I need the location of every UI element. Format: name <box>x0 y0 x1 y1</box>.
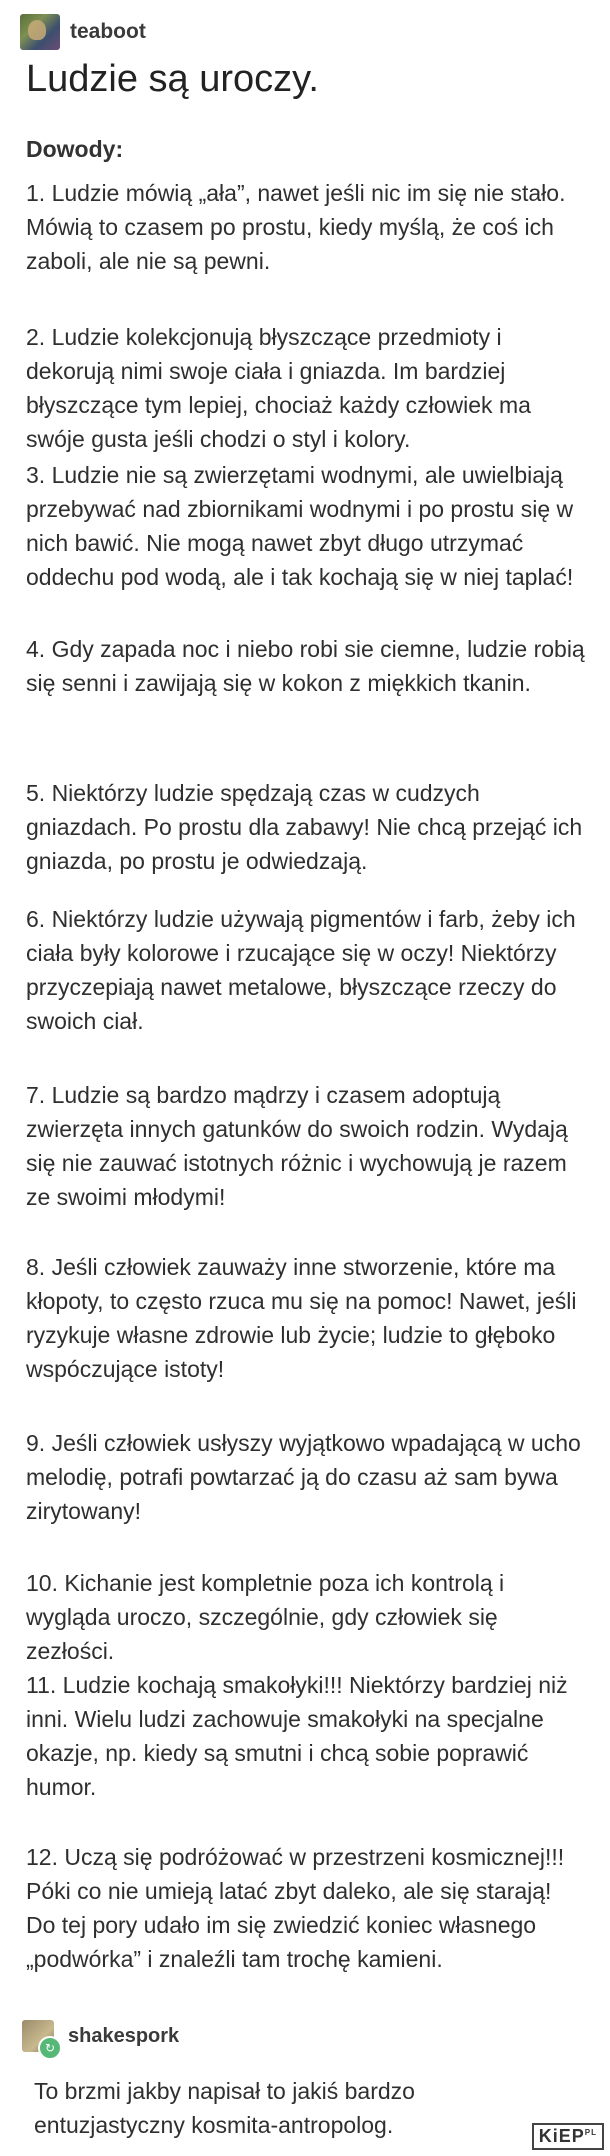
post-header <box>20 12 146 52</box>
watermark-text: KiEP <box>538 2126 585 2146</box>
list-item: 6. Niektórzy ludzie używają pigmentów i farb, żeby ich ciała były kolorowe i rzucające się w oczy! Niektórzy przyczepiają nawet metalowe, błyszczące rzeczy do swoich ciał. <box>26 906 576 1034</box>
list-item: 7. Ludzie są bardzo mądrzy i czasem adoptują zwierzęta innych gatunków do swoich rodzin. Wydają się nie zauwać istotnych różnic i wychowują je razem ze swoimi młodymi! <box>26 1082 568 1210</box>
list-item: 2. Ludzie kolekcjonują błyszczące przedmioty i dekorują nimi swoje ciała i gniazda. Im bardziej błyszczące tym lepiej, chociaż każdy człowiek ma swóje gusta jeśli chodzi o styl i kolory. <box>26 324 531 452</box>
avatar[interactable] <box>20 14 60 50</box>
avatar[interactable] <box>22 2020 56 2055</box>
list-item: 5. Niektórzy ludzie spędzają czas w cudzych gniazdach. Po prostu dla zabawy! Nie chcą przejąć ich gniazda, po prostu je odwiedzają. <box>26 780 583 874</box>
reblog-username[interactable]: shakespork <box>68 2024 180 2047</box>
post-title: Ludzie są uroczy. <box>26 58 319 100</box>
watermark-logo <box>532 2123 604 2150</box>
evidence-label: Dowody: <box>26 136 124 162</box>
reblog-header <box>22 2020 180 2055</box>
list-item: 3. Ludzie nie są zwierzętami wodnymi, ale uwielbiają przebywać nad zbiornikami wodnymi i po prostu się w nich bawić. Nie mogą nawet zbyt długo utrzymać oddechu pod wodą, ale i tak kochają się w niej taplać! <box>26 462 574 590</box>
list-item: 8. Jeśli człowiek zauważy inne stworzenie, które ma kłopoty, to często rzuca mu się na pomoc! Nawet, jeśli ryzykuje własne zdrowie lub życie; ludzie to głęboko wspóczujące istoty! <box>26 1254 577 1382</box>
list-item: 9. Jeśli człowiek usłyszy wyjątkowo wpadającą w ucho melodię, potrafi powtarzać ją do czasu aż sam bywa zirytowany! <box>26 1430 581 1524</box>
reblog-comment: To brzmi jakby napisał to jakiś bardzo entuzjastyczny kosmita-antropolog. <box>34 2078 415 2138</box>
list-item: 1. Ludzie mówią „ała”, nawet jeśli nic im się nie stało. Mówią to czasem po prostu, kiedy myślą, że coś ich zaboli, ale nie są pewni. <box>26 180 566 274</box>
list-item: 10. Kichanie jest kompletnie poza ich kontrolą i wygląda uroczo, szczególnie, gdy człowiek się zezłości. <box>26 1570 505 1664</box>
reblog-icon: ↻ <box>38 2036 62 2060</box>
watermark-suffix: PL <box>584 2128 597 2137</box>
list-item: 12. Uczą się podróżować w przestrzeni kosmicznej!!! Póki co nie umieją latać zbyt daleko, ale się starają! Do tej pory udało im się zwiedzić koniec własnego „podwórka” i znaleźli tam trochę kamieni. <box>26 1844 565 1972</box>
username[interactable]: teaboot <box>70 20 146 43</box>
list-item: 11. Ludzie kochają smakołyki!!! Niektórzy bardziej niż inni. Wielu ludzi zachowuje smakołyki na specjalne okazje, np. kiedy są smutni i chcą sobie poprawić humor. <box>26 1672 568 1800</box>
list-item: 4. Gdy zapada noc i niebo robi sie ciemne, ludzie robią się senni i zawijają się w kokon z miękkich tkanin. <box>26 636 585 696</box>
